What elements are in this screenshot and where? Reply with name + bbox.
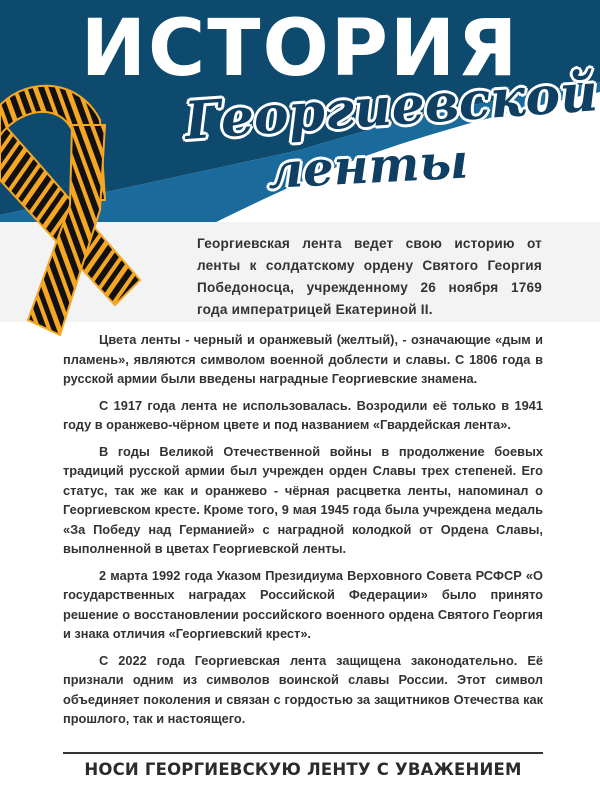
paragraph-1992: 2 марта 1992 года Указом Президиума Верховного Совета РСФСР «О государственных наградах Российской Федерации» было принято решение о восстановлении российского военного ордена Святого Георгия и знака отличия «Георгиевский крест». [63,567,543,641]
title-script-line2: ленты [266,133,470,200]
footer-divider [63,752,543,754]
paragraph-ww2: В годы Великой Отечественной войны в продолжение боевых традиций русской армии был учрежден орден Славы трех степеней. Его статус, так же как и оранжево - чёрная расцветка ленты, напоминал о Георгиевском кресте. Кроме того, 9 мая 1945 года была учреждена медаль «За Победу над Германией» с наградной колодкой от Ордена Славы, выполненной в цветах Георгиевской ленты. [63,443,543,556]
st-george-ribbon-icon [0,80,150,340]
title-script-line1: Георгиевской [182,62,600,152]
paragraph-1917: С 1917 года лента не использовалась. Возродили её только в 1941 году в оранжево-чёрном цвете и под названием «Гвардейская лента». [63,397,543,432]
paragraph-colors: Цвета ленты - черный и оранжевый (желтый), - означающие «дым и пламень», являются символом военной доблести и славы. С 1806 года в русской армии были введены наградные Георгиевские знамена. [63,332,543,386]
footer-slogan: НОСИ ГЕОРГИЕВСКУЮ ЛЕНТУ С УВАЖЕНИЕМ [84,760,522,779]
intro-paragraph: Георгиевская лента ведет свою историю от ленты к солдатскому ордену Святого Георгия Победоносца, учрежденному 26 ноября 1769 года императрицей Екатериной II. [197,236,542,317]
article-body [63,330,543,736]
paragraph-2022: С 2022 года Георгиевская лента защищена законодательно. Её признали одним из символов воинской славы России. Этот символ объединяет поколения и связан с гордостью за защитников Отечества как прошлого, так и настоящего. [63,652,543,726]
page-title: ИСТОРИЯ [80,4,520,94]
